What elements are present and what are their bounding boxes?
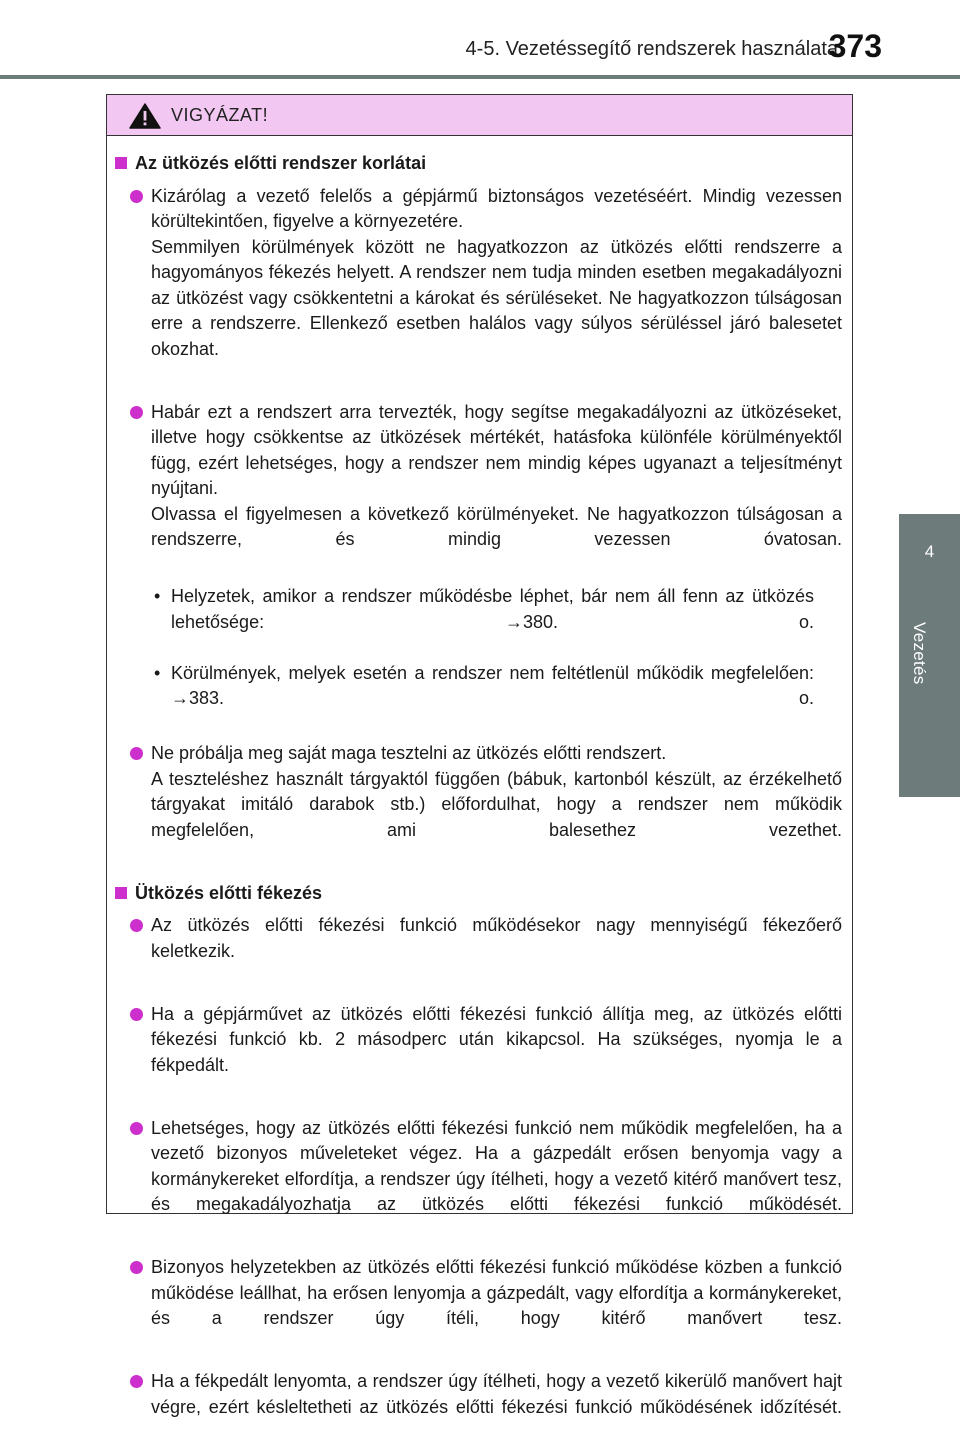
side-tab-label: Vezetés — [910, 622, 929, 685]
bullet-item — [115, 741, 842, 869]
section-heading-text: Ütközés előtti fékezés — [135, 882, 323, 903]
sub-list — [115, 584, 842, 737]
bullet-dot-icon — [130, 406, 143, 419]
warning-header — [107, 95, 852, 136]
bullet-paragraph: Ha a fékpedált lenyomta, a rendszer úgy ítélheti, hogy a vezető kikerülő manővert hajt végre, ezért késleltetheti az ütközés előtti fékezési funkció működésének időzítését. — [151, 1371, 842, 1417]
page-number: 373 — [828, 28, 882, 64]
section-heading — [115, 151, 842, 177]
bullet-item — [115, 1002, 842, 1104]
bullet-item — [115, 184, 842, 388]
bullet-dot-icon — [130, 747, 143, 760]
bullet-paragraph: Ha a gépjárművet az ütközés előtti fékezési funkció állítja meg, az ütközés előtti fékezési funkció kb. 2 másodperc után kikapcsol. Ha szükséges, nyomja le a fékpedált. — [151, 1003, 842, 1075]
bullet-item — [115, 400, 842, 579]
chapter-title: 4-5. Vezetéssegítő rendszerek használata — [465, 38, 838, 60]
bullet-paragraph: Ne próbálja meg saját maga tesztelni az ütközés előtti rendszert. — [151, 743, 667, 763]
bullet-item — [115, 1255, 842, 1357]
bullet-dot-icon — [130, 919, 143, 932]
bullet-item — [115, 1116, 842, 1244]
warning-title: VIGYÁZAT! — [171, 105, 269, 125]
bullet-item — [115, 1369, 842, 1446]
bullet-paragraph: Bizonyos helyzetekben az ütközés előtti fékezési funkció működése közben a funkció működése leállhat, ha erősen lenyomja a gázpedált, vagy elfordítja a kormánykereket, és a rendszer úgy ítéli, hogy kitérő manővert tesz. — [151, 1257, 842, 1328]
section-heading-text: Az ütközés előtti rendszer korlátai — [135, 153, 427, 173]
sub-list-item — [115, 661, 842, 738]
bullet-dot-icon — [130, 1008, 143, 1021]
warning-box — [106, 94, 853, 1417]
side-tab-number: 4 — [924, 542, 935, 561]
bullet-dot-icon — [130, 1122, 143, 1135]
chapter-side-tab[interactable] — [899, 514, 960, 797]
bullet-dot-icon — [130, 1375, 143, 1388]
bullet-dot-icon — [130, 190, 143, 203]
sub-list-text: Helyzetek, amikor a rendszer működésbe léphet, bár nem áll fenn az ütközés lehetősége: →380. o. — [171, 586, 814, 632]
header-rule — [0, 75, 960, 79]
bullet-paragraph: Semmilyen körülmények között ne hagyatkozzon az ütközés előtti rendszerre a hagyományos fékezés helyett. A rendszer nem tudja minden esetben megakadályozni az ütközést vagy csökkentetni a károkat és sérüléseket. Ne hagyatkozzon túlságosan erre a rendszerre. Ellenkező esetben halálos vagy súlyos sérüléssel járó balesetet okozhat. — [151, 236, 842, 359]
bullet-paragraph: Kizárólag a vezető felelős a gépjármű biztonságos vezetéséért. Mindig vezessen körültekintően, figyelve a környezetére. — [151, 185, 842, 231]
section-square-icon — [115, 887, 127, 899]
sub-bullet-mark: • — [154, 586, 161, 606]
section-square-icon — [115, 157, 127, 169]
bullet-paragraph: A teszteléshez használt tárgyaktól függően (bábuk, kartonból készült, az érzékelhető tárgyakat imitáló darabok stb.) előfordulhat, hogy a rendszer nem működik megfelelően, ami balesethez vezethet. — [151, 768, 842, 840]
warning-triangle-icon — [129, 103, 161, 129]
bullet-paragraph: Olvassa el figyelmesen a következő körülményeket. Ne hagyatkozzon túlságosan a rendszerre, és mindig vezessen óvatosan. — [151, 503, 842, 549]
bullet-paragraph: Lehetséges, hogy az ütközés előtti fékezési funkció nem működik megfelelően, ha a vezető bizonyos műveleteket végez. Ha a gázpedált erősen benyomja vagy a kormánykereket elfordítja, a rendszer úgy ítélheti, hogy a vezető kitérő manővert tesz, és megakadályozhatja az ütközés előtti fékezési funkció működését. — [151, 1117, 842, 1214]
section-heading — [115, 881, 842, 907]
sub-bullet-mark: • — [154, 662, 161, 683]
sub-list-text: Körülmények, melyek esetén a rendszer nem feltétlenül működik megfelelően: →383. o. — [171, 662, 814, 708]
sub-list-item — [115, 584, 842, 661]
bullet-dot-icon — [130, 1261, 143, 1274]
bullet-paragraph: Habár ezt a rendszert arra tervezték, hogy segítse megakadályozni az ütközéseket, illetve hogy csökkentse az ütközések mértékét, hatásfoka különféle körülményektől függ, ezért lehetséges, hogy a rendszer nem mindig képes ugyanazt a teljesítményt nyújtani. — [151, 401, 842, 498]
bullet-paragraph: Az ütközés előtti fékezési funkció működésekor nagy mennyiségű fékezőerő keletkezik. — [151, 915, 842, 961]
warning-content — [107, 136, 852, 1446]
bullet-item — [115, 913, 842, 990]
